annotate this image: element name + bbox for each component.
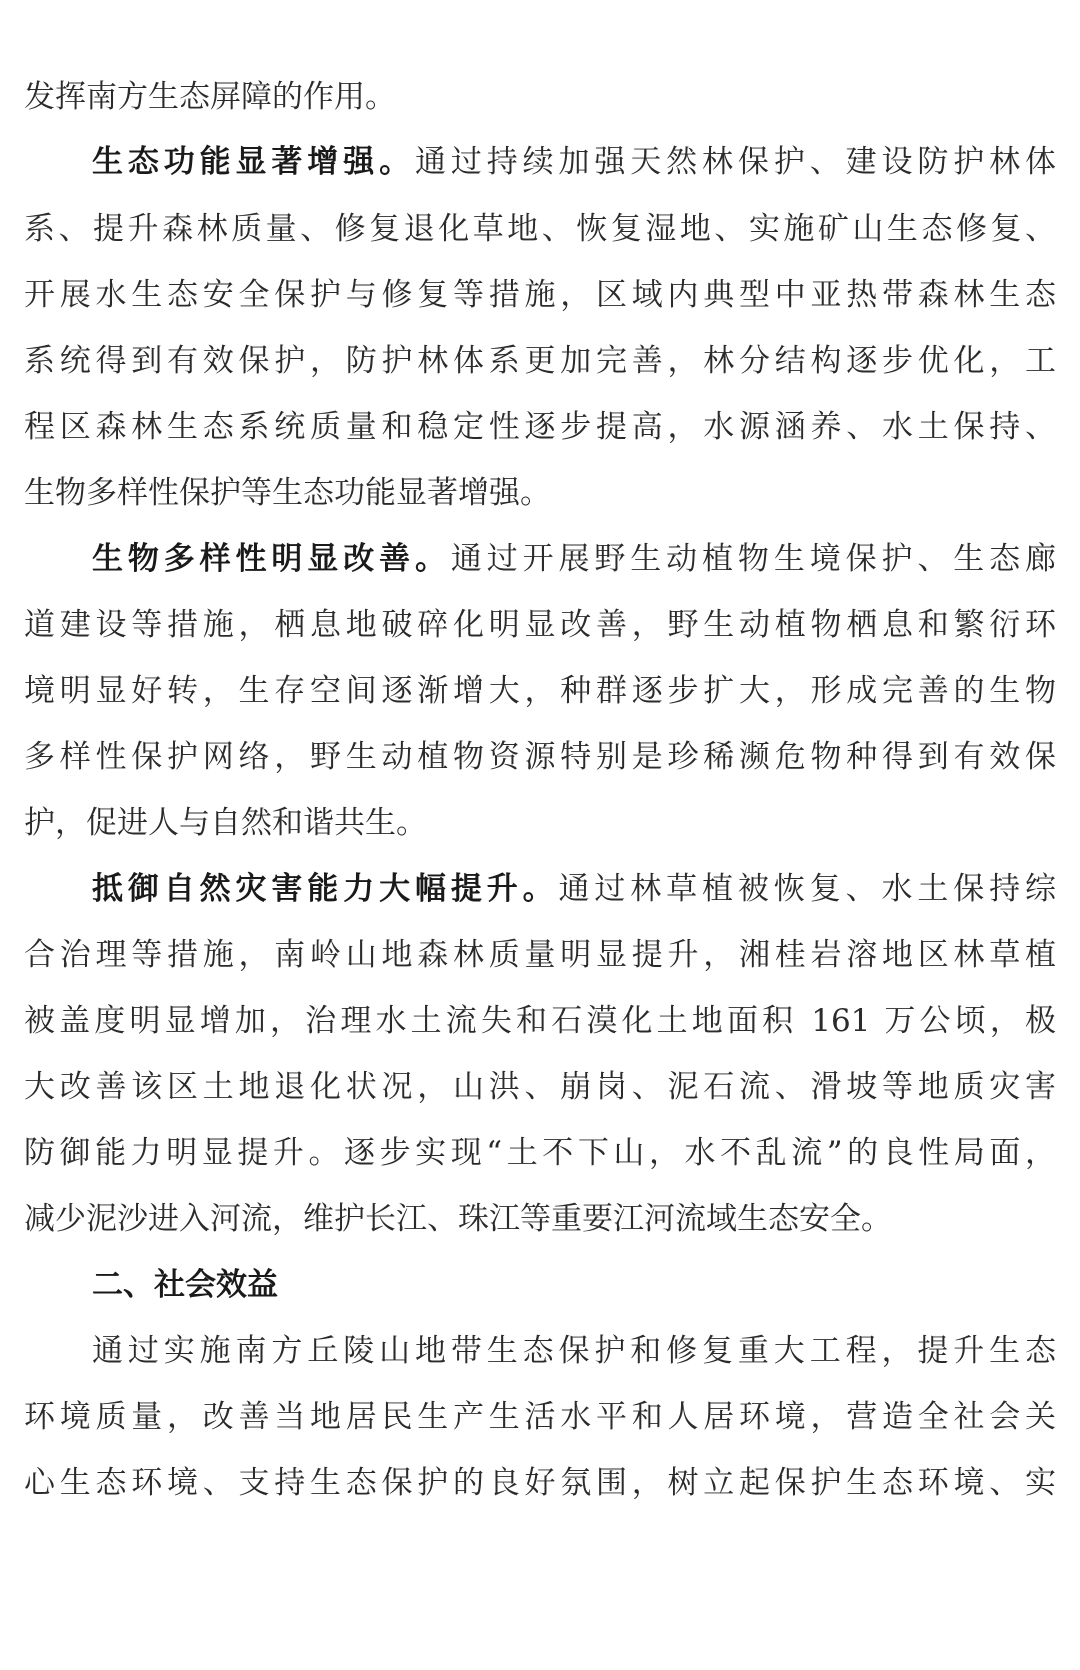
text-line: 道建设等措施，栖息地破碎化明显改善，野生动植物栖息和繁衍环	[24, 607, 1056, 643]
text-line: 程区森林生态系统质量和稳定性逐步提高，水源涵养、水土保持、	[24, 409, 1056, 445]
text-line: 系统得到有效保护，防护林体系更加完善，林分结构逐步优化，工	[24, 343, 1056, 379]
paragraph-first-line-text: 通过持续加强天然林保护、建设防护林体	[414, 144, 1056, 180]
paragraph-first-line	[92, 854, 1056, 924]
text-line: 护，促进人与自然和谐共生。	[24, 805, 427, 841]
text-line: 合治理等措施，南岭山地森林质量明显提升，湘桂岩溶地区林草植	[24, 937, 1056, 973]
paragraph-first-line	[92, 127, 1056, 197]
text-line: 大改善该区土地退化状况，山洪、崩岗、泥石流、滑坡等地质灾害	[24, 1069, 1056, 1105]
paragraph-lead-ecological-function: 生态功能显著增强。	[92, 144, 415, 180]
paragraph-first-line-text: 通过开展野生动植物生境保护、生态廊	[450, 541, 1056, 577]
text-line: 心生态环境、支持生态保护的良好氛围，树立起保护生态环境、实	[24, 1465, 1056, 1501]
text-line: 防御能力明显提升。逐步实现“土不下山，水不乱流”的良性局面，	[24, 1135, 1056, 1171]
section-heading: 二、社会效益	[92, 1267, 278, 1303]
text-line: 系、提升森林质量、修复退化草地、恢复湿地、实施矿山生态修复、	[24, 211, 1056, 247]
text-line: 境明显好转，生存空间逐渐增大，种群逐步扩大，形成完善的生物	[24, 673, 1056, 709]
paragraph-first-line	[92, 524, 1056, 594]
text-line: 生物多样性保护等生态功能显著增强。	[24, 475, 551, 511]
paragraph-lead-biodiversity: 生物多样性明显改善。	[92, 541, 451, 577]
paragraph-first-line-text: 通过林草植被恢复、水土保持综	[558, 871, 1056, 907]
text-line: 发挥南方生态屏障的作用。	[24, 79, 396, 115]
paragraph-lead-disaster-resistance: 抵御自然灾害能力大幅提升。	[92, 871, 559, 907]
text-line: 环境质量，改善当地居民生产生活水平和人居环境，营造全社会关	[24, 1399, 1056, 1435]
text-line: 减少泥沙进入河流，维护长江、珠江等重要江河流域生态安全。	[24, 1201, 892, 1237]
text-line: 被盖度明显增加，治理水土流失和石漠化土地面积 161 万公顷，极	[24, 1003, 1056, 1039]
text-line: 多样性保护网络，野生动植物资源特别是珍稀濒危物种得到有效保	[24, 739, 1056, 775]
text-line: 开展水生态安全保护与修复等措施，区域内典型中亚热带森林生态	[24, 277, 1056, 313]
paragraph-first-line: 通过实施南方丘陵山地带生态保护和修复重大工程，提升生态	[92, 1333, 1056, 1369]
